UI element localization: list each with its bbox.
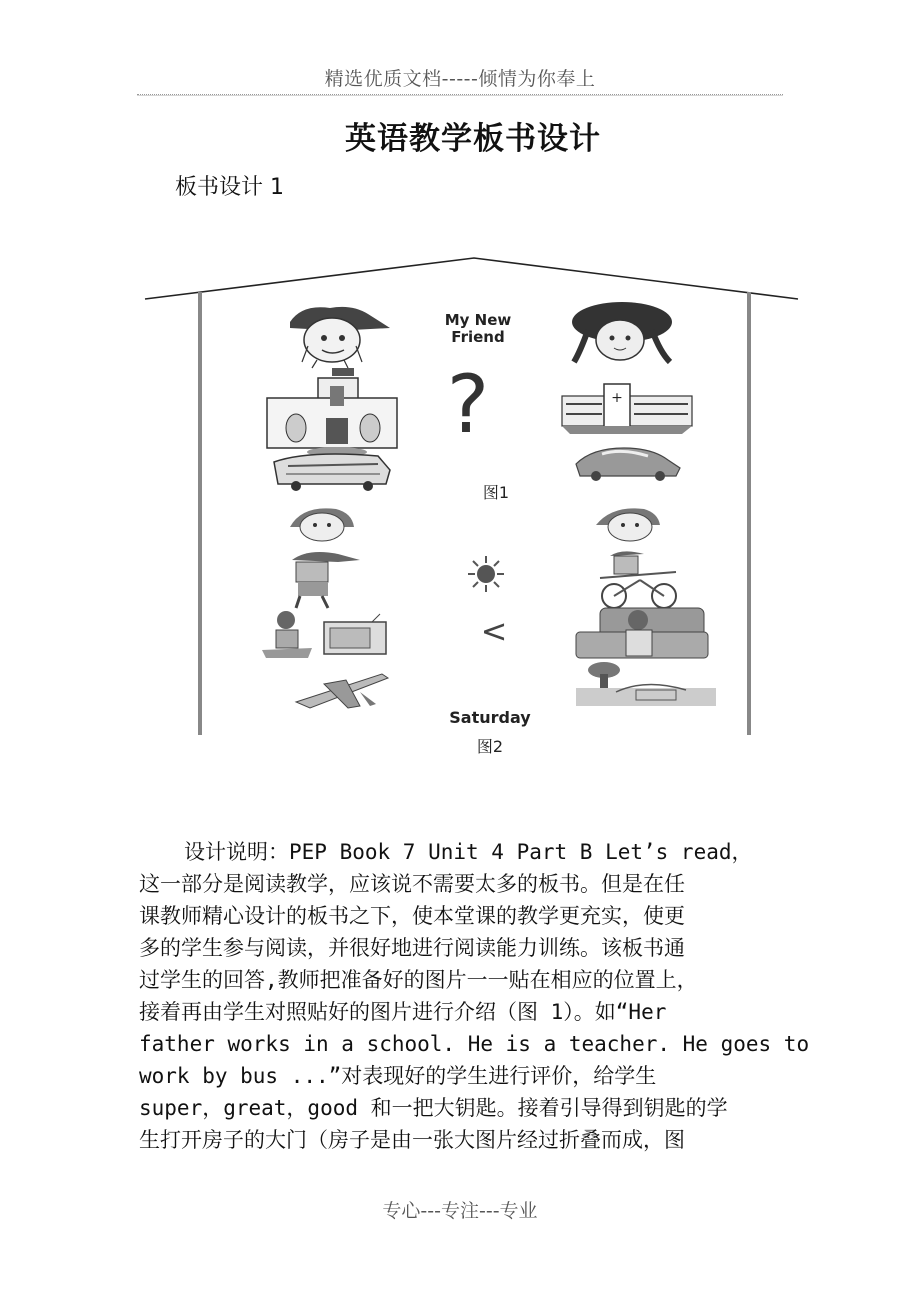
body-line: work by bus ...”对表现好的学生进行评价，给学生 xyxy=(139,1064,657,1088)
child-with-tv-icon xyxy=(262,611,386,658)
house-title xyxy=(396,312,560,346)
figure-caption-1: 图1 xyxy=(482,483,510,502)
section-heading: 板书设计 1 xyxy=(175,175,284,200)
airplane-icon xyxy=(296,674,388,708)
bus-icon xyxy=(274,454,390,491)
school-building-icon xyxy=(267,368,397,457)
body-line: 过学生的回答,教师把准备好的图片一一贴在相应的位置上， xyxy=(139,968,698,992)
car-icon xyxy=(576,448,680,481)
girl-face-icon xyxy=(290,508,354,541)
svg-text:+: + xyxy=(611,390,623,406)
girl-with-braids-icon xyxy=(572,302,672,362)
body-line: 接着再由学生对照贴好的图片进行介绍（图 1）。如“Her xyxy=(139,1000,667,1024)
figure-caption-2: 图2 xyxy=(476,737,504,756)
less-than-symbol: < xyxy=(480,612,508,650)
day-label: Saturday xyxy=(449,708,531,727)
girl-standing-icon xyxy=(292,552,360,608)
body-line: 课教师精心设计的板书之下，使本堂课的教学更充实，使更 xyxy=(139,904,685,928)
body-line: 这一部分是阅读教学，应该说不需要太多的板书。但是在任 xyxy=(139,872,685,896)
boy-face-icon xyxy=(596,508,660,541)
roof-line xyxy=(145,258,798,299)
hospital-building-icon xyxy=(562,384,692,434)
question-mark-symbol: ? xyxy=(446,358,490,451)
park-scene-icon xyxy=(576,662,716,706)
house-title-line1: My New xyxy=(444,311,512,329)
child-on-sofa-icon xyxy=(576,608,708,658)
boy-on-bike-icon xyxy=(600,551,676,608)
document-title: 英语教学板书设计 xyxy=(345,121,601,157)
page-footer-tagline: 专心---专注---专业 xyxy=(382,1200,538,1222)
house-title-line2: Friend xyxy=(451,328,505,346)
body-line: 设计说明：PEP Book 7 Unit 4 Part B Let’s read， xyxy=(163,840,753,864)
page-header-tagline: 精选优质文档-----倾情为你奉上 xyxy=(324,68,596,90)
boy-with-hat-icon xyxy=(290,307,390,368)
sun-icon xyxy=(468,556,504,592)
body-line: super，great，good 和一把大钥匙。接着引导得到钥匙的学 xyxy=(139,1096,728,1120)
body-line: father works in a school. He is a teacher. He goes to xyxy=(139,1032,810,1056)
design-description xyxy=(139,836,819,1156)
body-line: 多的学生参与阅读，并很好地进行阅读能力训练。该板书通 xyxy=(139,936,685,960)
body-line: 生打开房子的大门（房子是由一张大图片经过折叠而成，图 xyxy=(139,1128,685,1152)
